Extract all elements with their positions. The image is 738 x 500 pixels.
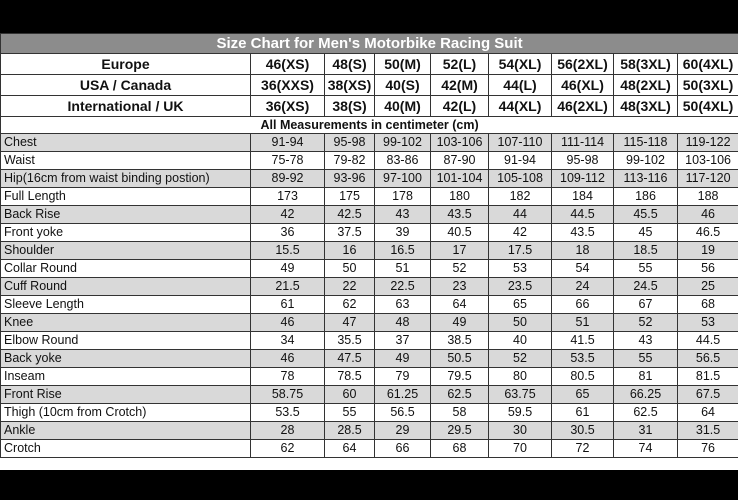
measurement-row-cell: 29 xyxy=(375,422,431,440)
measurement-row-cell: 107-110 xyxy=(489,134,552,152)
measurement-row-cell: 37 xyxy=(375,332,431,350)
measurement-row-cell: 97-100 xyxy=(375,170,431,188)
measurement-row-cell: 45.5 xyxy=(614,206,678,224)
measurement-row-cell: 115-118 xyxy=(614,134,678,152)
size-row-cell: 50(M) xyxy=(375,54,431,75)
measurement-row-cell: 43.5 xyxy=(431,206,489,224)
measurement-row-cell: 64 xyxy=(325,440,375,458)
measurement-row-cell: 34 xyxy=(251,332,325,350)
measurement-row-cell: 75-78 xyxy=(251,152,325,170)
measurement-row-cell: 60 xyxy=(325,386,375,404)
measurement-row-cell: 52 xyxy=(614,314,678,332)
measurement-row-cell: 30.5 xyxy=(552,422,614,440)
size-row-cell: 48(2XL) xyxy=(614,75,678,96)
size-row-cell: 54(XL) xyxy=(489,54,552,75)
measurement-row-cell: 72 xyxy=(552,440,614,458)
measurement-row-cell: 18 xyxy=(552,242,614,260)
measurement-row-cell: 24 xyxy=(552,278,614,296)
measurement-row-cell: 178 xyxy=(375,188,431,206)
measurement-row-label: Full Length xyxy=(1,188,251,206)
measurement-row-cell: 62.5 xyxy=(431,386,489,404)
measurement-row-label: Chest xyxy=(1,134,251,152)
measurement-row-cell: 28.5 xyxy=(325,422,375,440)
measurement-row-cell: 68 xyxy=(678,296,738,314)
measurement-row-cell: 59.5 xyxy=(489,404,552,422)
measurement-row-cell: 105-108 xyxy=(489,170,552,188)
size-row-cell: 42(M) xyxy=(431,75,489,96)
measurement-row-label: Thigh (10cm from Crotch) xyxy=(1,404,251,422)
size-row-cell: 36(XXS) xyxy=(251,75,325,96)
size-row-cell: 50(4XL) xyxy=(678,96,738,117)
measurement-row-cell: 79-82 xyxy=(325,152,375,170)
measurement-row-label: Front yoke xyxy=(1,224,251,242)
measurement-row-cell: 25 xyxy=(678,278,738,296)
size-chart-table xyxy=(0,33,738,458)
size-row-cell: 44(L) xyxy=(489,75,552,96)
size-row-cell: 56(2XL) xyxy=(552,54,614,75)
measurement-row xyxy=(1,386,738,404)
measurement-row-cell: 43.5 xyxy=(552,224,614,242)
measurement-row-cell: 184 xyxy=(552,188,614,206)
measurement-row-cell: 46.5 xyxy=(678,224,738,242)
measurement-row-cell: 46 xyxy=(251,350,325,368)
measurement-row-cell: 40 xyxy=(489,332,552,350)
measurement-row-cell: 91-94 xyxy=(489,152,552,170)
measurement-row xyxy=(1,440,738,458)
measurement-row-cell: 50 xyxy=(489,314,552,332)
measurement-row-cell: 56 xyxy=(678,260,738,278)
measurement-row-cell: 30 xyxy=(489,422,552,440)
measurement-row xyxy=(1,332,738,350)
measurement-row-cell: 70 xyxy=(489,440,552,458)
measurement-row-cell: 62 xyxy=(325,296,375,314)
measurement-row-label: Shoulder xyxy=(1,242,251,260)
measurement-row-cell: 22 xyxy=(325,278,375,296)
measurement-row-cell: 62 xyxy=(251,440,325,458)
measurement-row-cell: 76 xyxy=(678,440,738,458)
measurement-row-cell: 46 xyxy=(678,206,738,224)
title-row xyxy=(1,34,738,54)
measurement-row xyxy=(1,422,738,440)
measurement-row-cell: 29.5 xyxy=(431,422,489,440)
measurement-row-cell: 51 xyxy=(375,260,431,278)
measurement-row-cell: 87-90 xyxy=(431,152,489,170)
measurement-row-cell: 62.5 xyxy=(614,404,678,422)
measurement-row-cell: 52 xyxy=(489,350,552,368)
measurement-row-cell: 61.25 xyxy=(375,386,431,404)
measurement-row-cell: 47.5 xyxy=(325,350,375,368)
measurement-row-cell: 35.5 xyxy=(325,332,375,350)
measurement-row-cell: 44.5 xyxy=(678,332,738,350)
measurement-row-cell: 43 xyxy=(375,206,431,224)
measurement-row-cell: 58.75 xyxy=(251,386,325,404)
size-row-cell: 40(M) xyxy=(375,96,431,117)
measurement-row-cell: 103-106 xyxy=(678,152,738,170)
measurement-row-label: Back Rise xyxy=(1,206,251,224)
measurement-row-cell: 67 xyxy=(614,296,678,314)
measurement-row-cell: 24.5 xyxy=(614,278,678,296)
measurement-row-cell: 31.5 xyxy=(678,422,738,440)
size-row-label: Europe xyxy=(1,54,251,75)
measurement-row-cell: 16 xyxy=(325,242,375,260)
measurement-row-cell: 173 xyxy=(251,188,325,206)
measurement-row-cell: 103-106 xyxy=(431,134,489,152)
measurement-row xyxy=(1,188,738,206)
measurement-row-label: Ankle xyxy=(1,422,251,440)
measurement-row-cell: 67.5 xyxy=(678,386,738,404)
measurement-row-cell: 64 xyxy=(431,296,489,314)
measurement-row-label: Crotch xyxy=(1,440,251,458)
measurement-row xyxy=(1,206,738,224)
measurement-row-cell: 81.5 xyxy=(678,368,738,386)
measurement-row-cell: 80.5 xyxy=(552,368,614,386)
measurement-row-cell: 46 xyxy=(251,314,325,332)
measurement-row xyxy=(1,260,738,278)
measurement-row-cell: 50 xyxy=(325,260,375,278)
measurement-row-cell: 55 xyxy=(325,404,375,422)
size-row-cell: 48(3XL) xyxy=(614,96,678,117)
size-row-cell: 58(3XL) xyxy=(614,54,678,75)
measurement-row-cell: 51 xyxy=(552,314,614,332)
measurement-row-cell: 182 xyxy=(489,188,552,206)
measurement-row-cell: 89-92 xyxy=(251,170,325,188)
measurement-row xyxy=(1,170,738,188)
measurement-row-cell: 91-94 xyxy=(251,134,325,152)
measurement-row-cell: 22.5 xyxy=(375,278,431,296)
measurement-row-label: Knee xyxy=(1,314,251,332)
measurement-row-label: Elbow Round xyxy=(1,332,251,350)
measurement-row-cell: 53.5 xyxy=(552,350,614,368)
measurement-row-cell: 109-112 xyxy=(552,170,614,188)
measurement-row-cell: 66 xyxy=(375,440,431,458)
measurement-row-cell: 58 xyxy=(431,404,489,422)
measurement-row-cell: 63 xyxy=(375,296,431,314)
measurement-row-cell: 31 xyxy=(614,422,678,440)
size-row-cell: 42(L) xyxy=(431,96,489,117)
measurement-row-cell: 101-104 xyxy=(431,170,489,188)
measurement-row-label: Front Rise xyxy=(1,386,251,404)
size-row-cell: 52(L) xyxy=(431,54,489,75)
measurement-row-cell: 55 xyxy=(614,350,678,368)
measurement-row-cell: 52 xyxy=(431,260,489,278)
measurement-row-cell: 117-120 xyxy=(678,170,738,188)
measurement-row-cell: 74 xyxy=(614,440,678,458)
measurement-row-label: Inseam xyxy=(1,368,251,386)
measurement-row-cell: 40.5 xyxy=(431,224,489,242)
size-row xyxy=(1,54,738,75)
measurement-row-label: Collar Round xyxy=(1,260,251,278)
measurement-row-cell: 45 xyxy=(614,224,678,242)
size-row-cell: 38(S) xyxy=(325,96,375,117)
measurement-row-cell: 18.5 xyxy=(614,242,678,260)
measurement-row-cell: 80 xyxy=(489,368,552,386)
measurement-row-cell: 54 xyxy=(552,260,614,278)
measurement-row-cell: 37.5 xyxy=(325,224,375,242)
measurement-row-cell: 42.5 xyxy=(325,206,375,224)
measurement-row-cell: 50.5 xyxy=(431,350,489,368)
size-row-cell: 40(S) xyxy=(375,75,431,96)
measurement-row-cell: 68 xyxy=(431,440,489,458)
measurement-row-cell: 44 xyxy=(489,206,552,224)
measurement-row-cell: 111-114 xyxy=(552,134,614,152)
measurement-row-cell: 78 xyxy=(251,368,325,386)
size-row-cell: 48(S) xyxy=(325,54,375,75)
size-row-cell: 60(4XL) xyxy=(678,54,738,75)
measurement-row-cell: 64 xyxy=(678,404,738,422)
measurement-row-cell: 43 xyxy=(614,332,678,350)
measurement-row-cell: 66.25 xyxy=(614,386,678,404)
measurement-row xyxy=(1,224,738,242)
measurement-row-cell: 23 xyxy=(431,278,489,296)
chart-title: Size Chart for Men's Motorbike Racing Suit xyxy=(1,34,738,54)
size-row-label: USA / Canada xyxy=(1,75,251,96)
measurement-row-cell: 16.5 xyxy=(375,242,431,260)
size-row-cell: 44(XL) xyxy=(489,96,552,117)
measurement-row-cell: 39 xyxy=(375,224,431,242)
measurement-row-cell: 61 xyxy=(552,404,614,422)
size-row-cell: 46(XL) xyxy=(552,75,614,96)
measurement-row-cell: 36 xyxy=(251,224,325,242)
measurement-row-cell: 47 xyxy=(325,314,375,332)
measurement-row-cell: 83-86 xyxy=(375,152,431,170)
measurement-row-cell: 41.5 xyxy=(552,332,614,350)
measurement-row-cell: 38.5 xyxy=(431,332,489,350)
measurement-row xyxy=(1,314,738,332)
measurement-row-cell: 17 xyxy=(431,242,489,260)
measurement-row-cell: 49 xyxy=(251,260,325,278)
measurement-row-cell: 49 xyxy=(431,314,489,332)
measurement-row-cell: 65 xyxy=(552,386,614,404)
measurement-row-cell: 15.5 xyxy=(251,242,325,260)
size-chart-sheet xyxy=(0,33,738,470)
measurement-row-cell: 175 xyxy=(325,188,375,206)
measurement-row-cell: 49 xyxy=(375,350,431,368)
measurement-row-cell: 23.5 xyxy=(489,278,552,296)
measurement-row xyxy=(1,350,738,368)
measurement-row-cell: 17.5 xyxy=(489,242,552,260)
measurement-row-cell: 42 xyxy=(251,206,325,224)
measurement-row-cell: 56.5 xyxy=(375,404,431,422)
measurement-row-cell: 53 xyxy=(678,314,738,332)
measurement-row-cell: 65 xyxy=(489,296,552,314)
measurement-row-cell: 66 xyxy=(552,296,614,314)
size-row-cell: 38(XS) xyxy=(325,75,375,96)
measurement-row xyxy=(1,152,738,170)
size-row xyxy=(1,96,738,117)
measurement-row-label: Sleeve Length xyxy=(1,296,251,314)
measurement-row-label: Back yoke xyxy=(1,350,251,368)
units-note-row xyxy=(1,117,738,134)
measurement-row-cell: 180 xyxy=(431,188,489,206)
measurement-row xyxy=(1,278,738,296)
measurement-row-cell: 79.5 xyxy=(431,368,489,386)
measurement-row-cell: 56.5 xyxy=(678,350,738,368)
size-row-cell: 36(XS) xyxy=(251,96,325,117)
size-row-cell: 50(3XL) xyxy=(678,75,738,96)
measurement-row-cell: 53.5 xyxy=(251,404,325,422)
measurement-row-cell: 79 xyxy=(375,368,431,386)
measurement-row-cell: 61 xyxy=(251,296,325,314)
size-row-cell: 46(XS) xyxy=(251,54,325,75)
measurement-row xyxy=(1,368,738,386)
measurement-row-cell: 19 xyxy=(678,242,738,260)
measurement-row-cell: 186 xyxy=(614,188,678,206)
measurement-row-cell: 95-98 xyxy=(325,134,375,152)
size-row xyxy=(1,75,738,96)
measurement-row-cell: 99-102 xyxy=(614,152,678,170)
measurement-row-label: Hip(16cm from waist binding postion) xyxy=(1,170,251,188)
measurement-row xyxy=(1,242,738,260)
measurement-row-cell: 53 xyxy=(489,260,552,278)
measurement-row-cell: 78.5 xyxy=(325,368,375,386)
measurement-row-cell: 188 xyxy=(678,188,738,206)
measurement-row xyxy=(1,296,738,314)
size-row-label: International / UK xyxy=(1,96,251,117)
measurement-row-label: Cuff Round xyxy=(1,278,251,296)
measurement-row-label: Waist xyxy=(1,152,251,170)
measurement-row-cell: 28 xyxy=(251,422,325,440)
measurement-row-cell: 63.75 xyxy=(489,386,552,404)
measurement-row-cell: 48 xyxy=(375,314,431,332)
size-row-cell: 46(2XL) xyxy=(552,96,614,117)
measurement-row-cell: 21.5 xyxy=(251,278,325,296)
measurement-row-cell: 95-98 xyxy=(552,152,614,170)
measurement-row-cell: 44.5 xyxy=(552,206,614,224)
measurement-row-cell: 93-96 xyxy=(325,170,375,188)
measurement-row xyxy=(1,134,738,152)
measurement-row-cell: 42 xyxy=(489,224,552,242)
measurement-row-cell: 55 xyxy=(614,260,678,278)
units-note: All Measurements in centimeter (cm) xyxy=(1,117,738,134)
measurement-row-cell: 81 xyxy=(614,368,678,386)
measurement-row-cell: 119-122 xyxy=(678,134,738,152)
measurement-row-cell: 113-116 xyxy=(614,170,678,188)
measurement-row-cell: 99-102 xyxy=(375,134,431,152)
measurement-row xyxy=(1,404,738,422)
